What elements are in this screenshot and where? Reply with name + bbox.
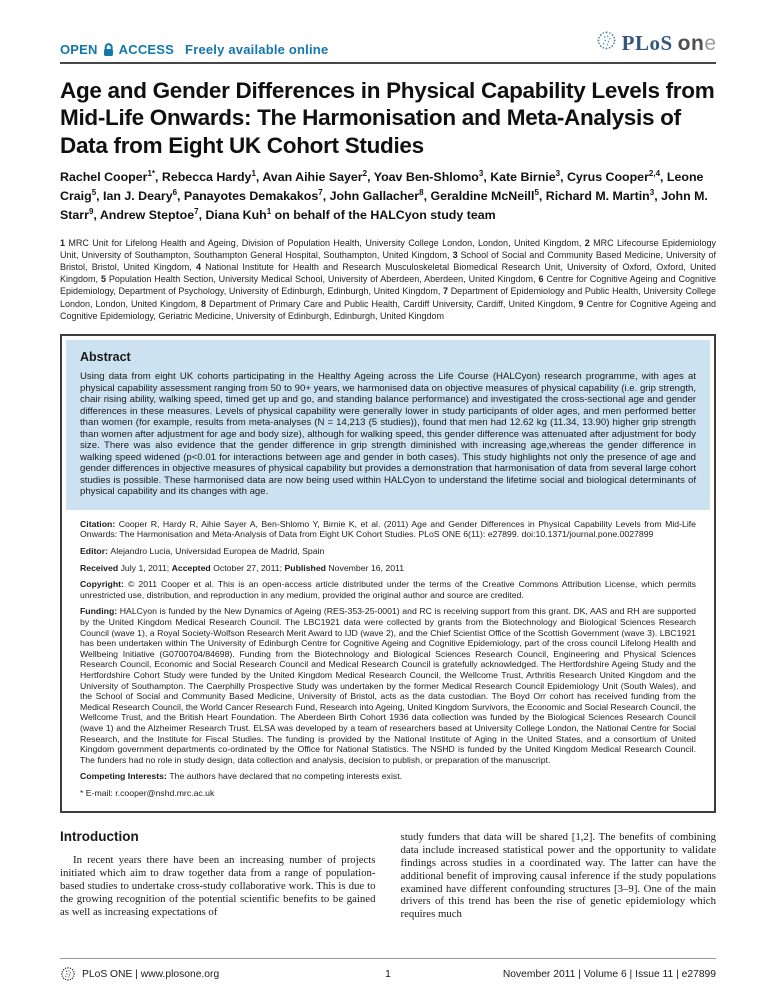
article-body: [60, 829, 716, 922]
header-rule: [60, 62, 716, 64]
copyright-line: Copyright: © 2011 Cooper et al. This is an open-access article distributed under the terms of the Creative Commons Attribution License, which permits unrestricted use, distribution, and reproduction in any medium, provided the original author and source are credited.: [80, 579, 697, 600]
open-access-open-label: OPEN: [60, 42, 98, 57]
editor-line: Editor: Alejandro Lucia, Universidad Europea de Madrid, Spain: [80, 545, 325, 556]
page-header: [60, 30, 716, 57]
body-column-left: [60, 829, 376, 922]
footer-journal-link[interactable]: PLoS ONE | www.plosone.org: [82, 968, 220, 980]
abstract-text: Using data from eight UK cohorts participating in the Healthy Ageing across the Life Course (HALCyon) research programme, with ages at physical capability assessment ranging from 50 to 90+ years, we harmonised data on objective measures of physical capability (i.e. grip strength, chair rising ability, walking speed, timed get up and go, and standing balance performance) and investigated the cross-sectional age and gender differences in these measures. Levels of physical capability were generally lower in study participants of older ages, and men performed better than women (for example, results from meta-analyses (N = 14,213 (5 studies)), found that men had 12.62 kg (11.34, 13.90) higher grip strength than women after adjustment for age and body size), although for walking speed, this gender difference was attenuated after adjustment for body size. There was also evidence that the gender difference in grip strength diminished with increasing age,whereas the gender difference in walking speed widened (p<0.01 for interactions between age and gender in both cases). This study highlights not only the presence of age and gender differences in objective measures of physical capability but provides a demonstration that harmonisation of data from several large cohort studies is possible. These harmonised data are now being used within HALCyon to understand the lifetime social and biological determinants of physical capability and its changes with age.: [80, 371, 696, 498]
introduction-heading: Introduction: [60, 828, 139, 844]
body-column-right: [401, 829, 717, 922]
footer-issue-info: November 2011 | Volume 6 | Issue 11 | e27899: [502, 968, 717, 980]
author-list: Rachel Cooper$^{1*}$, Rebecca Hardy$^1$, Avan Aihie Sayer$^2$, Yoav Ben-Shlomo$^3$, Kate Birnie$^3$, Cyrus Cooper$^{2,4}$, Leone Craig$^5$, Ian J. Deary$^6$, Panayotes Demakakos$^7$, John Gallacher$^8$, Geraldine McNeill$^5$, Richard M. Martin$^3$, John M. Starr$^9$, Andrew Steptoe$^7$, Diana Kuh$^1$ on behalf of the HALCyon study team: [60, 169, 708, 222]
open-access-banner: [60, 42, 328, 57]
affiliations: 1 MRC Unit for Lifelong Health and Ageing, Division of Population Health, University College London, London, United Kingdom, 2 MRC Lifecourse Epidemiology Unit, University of Southampton, Southampton General Hospital, Southampton, United Kingdom, 3 School of Social and Community Based Medicine, University of Bristol, Bristol, United Kingdom, 4 National Institute for Health and Research Musculoskeletal Biomedical Research Unit, University of Oxford, Oxford, United Kingdom, 5 Population Health Section, University Medical School, University of Aberdeen, Aberdeen, United Kingdom, 6 Centre for Cognitive Ageing and Cognitive Epidemiology, Department of Psychology, University of Edinburgh, Edinburgh, United Kingdom, 7 Department of Epidemiology and Public Health, University College London, London, United Kingdom, 8 Department of Primary Care and Public Health, Cardiff University, Cardiff, United Kingdom, 9 Centre for Cognitive Ageing and Cognitive Epidemiology, Geriatric Medicine, University of Edinburgh, Edinburgh, United Kingdom: [60, 237, 717, 321]
abstract-heading: Abstract: [80, 350, 131, 365]
email-line[interactable]: * E-mail: r.cooper@nshd.mrc.ac.uk: [80, 788, 215, 799]
abstract-panel: [66, 340, 710, 510]
open-lock-icon: [102, 42, 115, 57]
front-matter-notes: [66, 510, 710, 807]
introduction-paragraph-left: In recent years there have been an increasing number of projects initiated which aim to draw together data from a range of population-based studies to undertake cross-study collaborative work. This is due to the growing recognition of the potential scientific benefits to be gained as well as increasing expectations of: [60, 853, 376, 918]
one-wordmark: one: [677, 32, 716, 55]
citation-line: Citation: Cooper R, Hardy R, Aihie Sayer A, Ben-Shlomo Y, Birnie K, et al. (2011) Age and Gender Differences in Physical Capability Levels from Mid-Life Onwards: The Harmonisation and Meta-Analysis of Data from Eight UK Cohort Studies. PLoS ONE 6(11): e27899. doi:10.1371/journal.pone.0027899: [80, 518, 697, 540]
front-matter-box: [60, 334, 716, 813]
introduction-paragraph-right: study funders that data will be shared [1,2]. The benefits of combining data include increased statistical power and the opportunity to validate findings across studies in a coordinated way. The latter can have the additional benefit of improving causal inference if the study populations examined have different confounding structures [3–9]. One of the main drivers of this trend has been the rise of genetic epidemiology which requires much: [400, 830, 716, 921]
plos-one-logo: [596, 30, 716, 57]
dates-line: Received July 1, 2011; Accepted October 27, 2011; Published November 16, 2011: [80, 562, 405, 573]
competing-interests-line: Competing Interests: The authors have declared that no competing interests exist.: [80, 771, 403, 782]
plos-globe-icon: [596, 30, 617, 51]
plos-wordmark: PLoS: [621, 31, 673, 55]
footer-page-number: 1: [385, 968, 391, 980]
footer-rule: [60, 958, 716, 959]
page-footer: [60, 958, 716, 982]
funding-line: Funding: HALCyon is funded by the New Dynamics of Ageing (RES-353-25-0001) and RC is receiving support from this grant. DK, AAS and RH are supported by the United Kingdom Medical Research Council. The LBC1921 data were collected by grants from the Biotechnology and Biological Sciences Research Council (wave 1), a Royal Society-Wolfson Research Merit Award to IJD (wave 2), and the Chief Scientist Office of the Scottish Government (wave 3). LBC1921 has been undertaken within The University of Edinburgh Centre for Cognitive Ageing and Cognitive Epidemiology, part of the cross council Lifelong Health and Wellbeing Initiative (G0700704/84698). Funding from the Biotechnology and Biological Sciences Research Council, Engineering and Physical Sciences Research Council, Economic and Social Research Council and Medical Research Council is gratefully acknowledged. The Hertfordshire Ageing Study and the Hertfordshire Cohort Study were funded by the United Kingdom Medical Research Council, the Wellcome Trust, Arthritis Research United Kingdom and the University of Southampton. The Caerphilly Prospective Study was undertaken by the former Medical Research Council Epidemiology Unit (South Wales), and the School of Social and Community Based Medicine, University of Bristol, acts as the data custodian. The Boyd Orr cohort has received funding from the Medical Research Council, the World Cancer Research Fund, Research into Ageing, United Kingdom Survivors, the Economic and Social Research Council, the Wellcome Trust, and the British Heart Foundation. The Aberdeen Birth Cohort 1936 data collection was funded by the Biological Sciences Research Council (wave 1) and the Alzheimer Research Trust. ELSA was developed by a team of researchers based at University College London, the National Centre for Social Research, and the Institute for Fiscal Studies. The funding is provided by the National Institute of Aging in the United States, and a consortium of United Kingdom government departments co-ordinated by the Office for National Statistics. The NSHD is funded by the United Kingdom Medical Research Council. The funders had no role in study design, data collection and analysis, decision to publish, or preparation of the manuscript.: [80, 606, 697, 765]
open-access-access-label: ACCESS: [118, 42, 175, 57]
freely-available-label: Freely available online: [185, 42, 329, 57]
article-title: Age and Gender Differences in Physical Capability Levels from Mid-Life Onwards: The Harmonisation and Meta-Analysis of Data from Eight UK Cohort Studies: [60, 78, 715, 158]
footer-globe-icon: [60, 966, 76, 982]
